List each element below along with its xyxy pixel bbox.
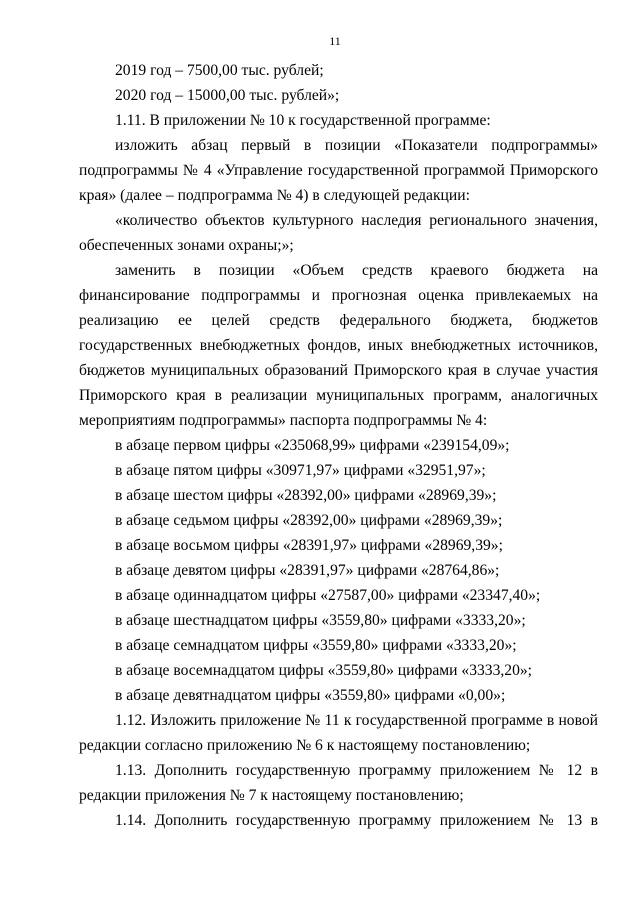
text-line: редакции приложения № 7 к настоящему постановлению; [79, 787, 464, 804]
text-line: в абзаце восьмом цифры «28391,97» цифрами «28969,39»; [115, 537, 503, 554]
text-line: Приморского края в реализации муниципальных программ, аналогичных [79, 387, 598, 404]
text-line: 2020 год – 15000,00 тыс. рублей»; [115, 87, 340, 104]
text-line: бюджетов муниципальных образований Приморского края в случае участия [79, 362, 598, 379]
text-line: края» (далее – подпрограмма № 4) в следующей редакции: [79, 187, 470, 204]
text-line: в абзаце пятом цифры «30971,97» цифрами «32951,97»; [115, 462, 486, 479]
text-line: в абзаце шестом цифры «28392,00» цифрами «28969,39»; [115, 487, 497, 504]
text-line: мероприятиям подпрограммы» паспорта подпрограммы № 4: [79, 412, 488, 429]
text-line: 1.14. Дополнить государственную программу приложением № 13 в [115, 812, 598, 829]
text-line: государственных внебюджетных фондов, иных внебюджетных источников, [79, 337, 598, 354]
text-line: 1.13. Дополнить государственную программу приложением № 12 в [115, 762, 598, 779]
text-line: в абзаце девятом цифры «28391,97» цифрами «28764,86»; [115, 562, 500, 579]
text-line: изложить абзац первый в позиции «Показатели подпрограммы» [115, 137, 598, 154]
text-line: 2019 год – 7500,00 тыс. рублей; [115, 62, 324, 79]
text-line: обеспеченных зонами охраны;»; [79, 237, 294, 254]
text-line: реализацию ее целей средств федерального бюджета, бюджетов [79, 312, 598, 329]
text-line: заменить в позиции «Объем средств краевого бюджета на [115, 262, 598, 279]
document-body [79, 58, 598, 833]
text-line: «количество объектов культурного наследия регионального значения, [115, 212, 598, 229]
text-line: в абзаце шестнадцатом цифры «3559,80» цифрами «3333,20»; [115, 612, 526, 629]
text-line: в абзаце семнадцатом цифры «3559,80» цифрами «3333,20»; [115, 637, 517, 654]
text-line: в абзаце седьмом цифры «28392,00» цифрами «28969,39»; [115, 512, 503, 529]
text-line: подпрограммы № 4 «Управление государственной программой Приморского [79, 162, 598, 179]
text-line: в абзаце восемнадцатом цифры «3559,80» цифрами «3333,20»; [115, 662, 533, 679]
text-line: редакции согласно приложению № 6 к настоящему постановлению; [79, 737, 531, 754]
text-line: в абзаце первом цифры «235068,99» цифрами «239154,09»; [115, 437, 510, 454]
text-line: финансирование подпрограммы и прогнозная оценка привлекаемых на [79, 287, 598, 304]
page-number: 11 [329, 34, 341, 48]
text-line: 1.12. Изложить приложение № 11 к государственной программе в новой [115, 712, 598, 729]
text-line: в абзаце одиннадцатом цифры «27587,00» цифрами «23347,40»; [115, 587, 541, 604]
text-line: в абзаце девятнадцатом цифры «3559,80» цифрами «0,00»; [115, 687, 506, 704]
text-line: 1.11. В приложении № 10 к государственной программе: [115, 112, 491, 129]
